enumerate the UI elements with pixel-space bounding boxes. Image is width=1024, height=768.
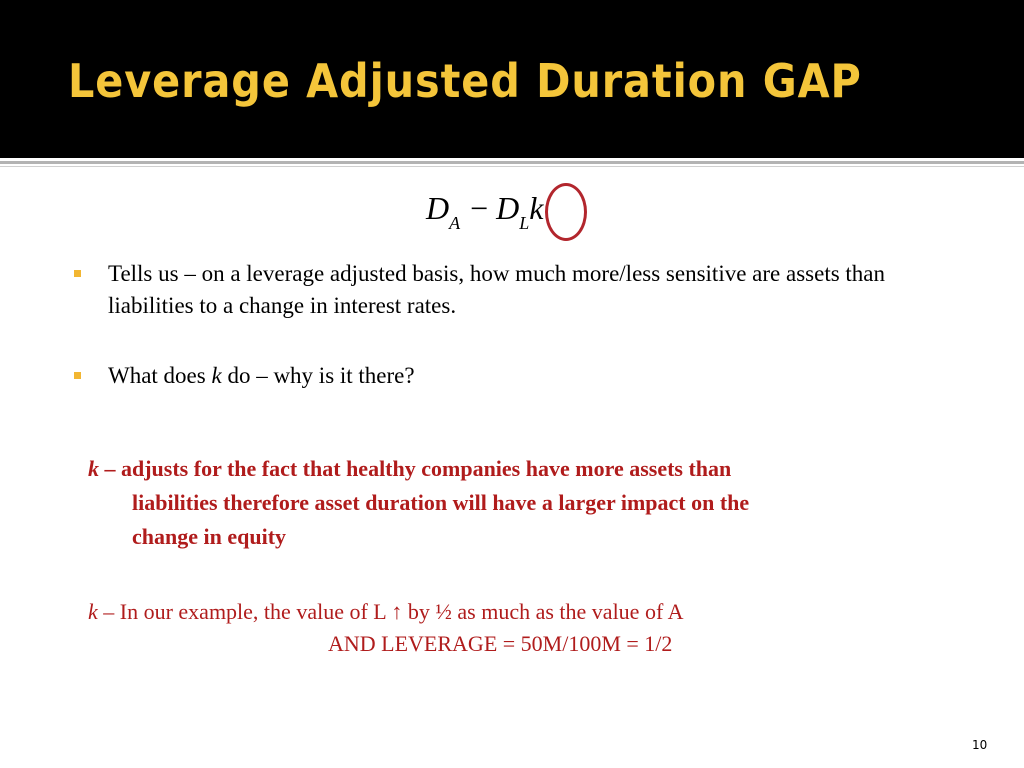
explanation-k: k xyxy=(88,456,99,481)
formula-sub-a: A xyxy=(449,213,461,233)
explanation-line: liabilities therefore asset duration will have a larger impact on the xyxy=(132,490,750,515)
slide-title: Leverage Adjusted Duration GAP xyxy=(68,54,862,108)
example-text: – In our example, the value of L ↑ by ½ as much as the value of A xyxy=(97,599,684,624)
formula-duration-liabilities: D xyxy=(496,190,520,226)
formula-k: k xyxy=(529,190,544,226)
example-line xyxy=(88,596,948,628)
title-bar xyxy=(0,0,1024,158)
bullet-item xyxy=(108,360,968,392)
duration-gap-formula xyxy=(426,190,543,240)
bullet-k: k xyxy=(211,363,222,388)
bullet-item: Tells us – on a leverage adjusted basis, how much more/less sensitive are assets than liabilities to a change in interest rates. xyxy=(108,258,968,322)
formula-sub-l: L xyxy=(519,213,530,233)
bullet-text: What does xyxy=(108,363,212,388)
leverage-line: AND LEVERAGE = 50M/100M = 1/2 xyxy=(328,631,673,656)
example-k: k xyxy=(88,599,98,624)
formula-duration-assets: D xyxy=(426,190,450,226)
divider-rule-thin xyxy=(0,166,1024,167)
divider-rule xyxy=(0,161,1024,164)
explanation-line: change in equity xyxy=(132,524,287,549)
page-number: 10 xyxy=(972,738,988,752)
k-highlight-circle xyxy=(545,183,587,241)
k-explanation xyxy=(88,452,948,554)
formula-minus: − xyxy=(470,190,489,226)
bullet-text: do – why is it there? xyxy=(221,363,415,388)
explanation-line: – adjusts for the fact that healthy companies have more assets than xyxy=(99,456,732,481)
